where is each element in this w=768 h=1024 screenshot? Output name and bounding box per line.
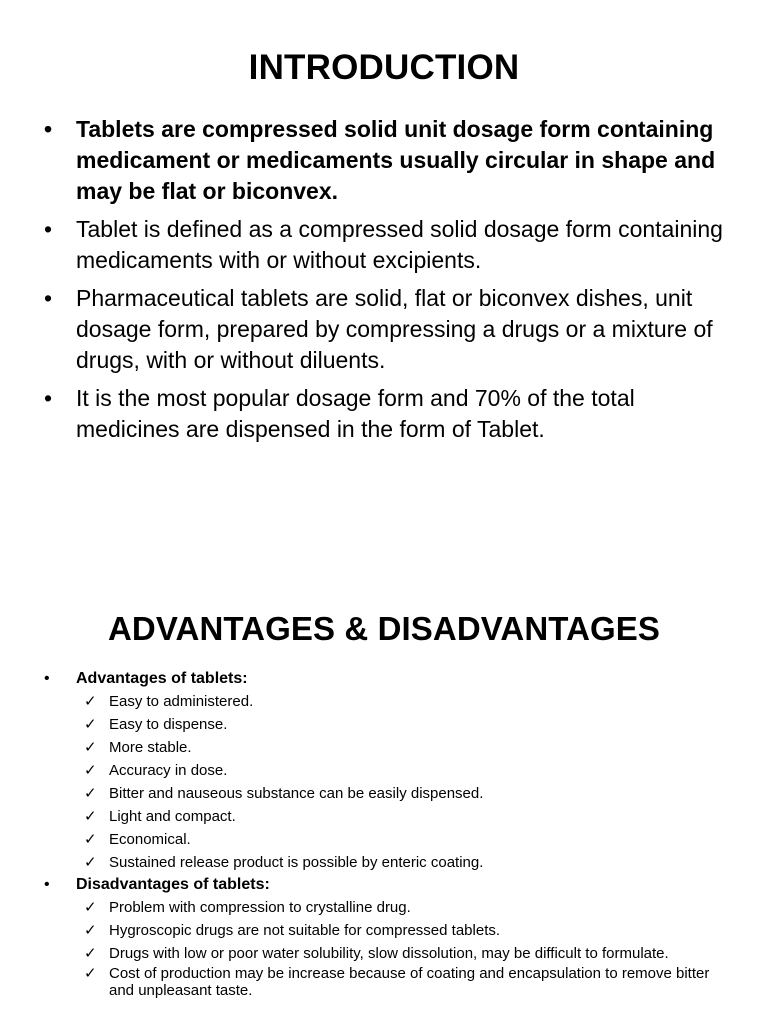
checkmark-icon: ✓ xyxy=(84,808,97,825)
checkmark-icon: ✓ xyxy=(84,739,97,756)
list-item: ✓ Bitter and nauseous substance can be easily dispensed. xyxy=(76,782,728,805)
list-item: ✓ Light and compact. xyxy=(76,805,728,828)
intro-bullet-list xyxy=(0,114,768,452)
checkmark-icon: ✓ xyxy=(84,945,97,962)
list-item: • Tablet is defined as a compressed solid dosage form containing medicaments with or without excipients. xyxy=(44,216,723,273)
checkmark-icon: ✓ xyxy=(84,899,97,916)
checkmark-icon: ✓ xyxy=(84,831,97,848)
list-item: • Tablets are compressed solid unit dosage form containing medicament or medicaments usually circular in shape and may be flat or biconvex. xyxy=(44,116,716,204)
list-item: • It is the most popular dosage form and 70% of the total medicines are dispensed in the form of Tablet. xyxy=(44,385,635,442)
bullet-icon: • xyxy=(44,285,53,311)
slide-title: INTRODUCTION xyxy=(248,48,520,87)
list-item: ✓ More stable. xyxy=(76,736,728,759)
advantages-section xyxy=(0,668,768,874)
list-item: ✓ Problem with compression to crystalline drug. xyxy=(76,896,728,919)
bullet-icon: • xyxy=(44,876,50,893)
advantages-checklist xyxy=(76,690,728,874)
disadvantages-heading: Disadvantages of tablets: xyxy=(76,876,270,893)
slide-title: ADVANTAGES & DISADVANTAGES xyxy=(107,610,660,647)
checkmark-icon: ✓ xyxy=(84,854,97,871)
advantages-disadvantages-list xyxy=(0,668,768,1002)
list-item: ✓ Accuracy in dose. xyxy=(76,759,728,782)
list-item: ✓ Easy to administered. xyxy=(76,690,728,713)
bullet-icon: • xyxy=(44,116,53,142)
checkmark-icon: ✓ xyxy=(84,716,97,733)
checkmark-icon: ✓ xyxy=(84,762,97,779)
list-item: ✓ Sustained release product is possible by enteric coating. xyxy=(76,851,728,874)
slide-advantages-disadvantages xyxy=(0,580,768,1024)
list-item: ✓ Easy to dispense. xyxy=(76,713,728,736)
list-item: ✓ Cost of production may be increase because of coating and encapsulation to remove bitter and unpleasant taste. xyxy=(84,965,710,999)
bullet-icon: • xyxy=(44,670,50,687)
list-item: ✓ Economical. xyxy=(76,828,728,851)
checkmark-icon: ✓ xyxy=(84,965,97,982)
bullet-icon: • xyxy=(44,385,53,411)
bullet-icon: • xyxy=(44,216,53,242)
checkmark-icon: ✓ xyxy=(84,922,97,939)
list-item: ✓ Drugs with low or poor water solubility, slow dissolution, may be difficult to formulate. xyxy=(84,945,669,962)
advantages-heading: Advantages of tablets: xyxy=(76,670,248,687)
disadvantages-section xyxy=(0,874,768,999)
checkmark-icon: ✓ xyxy=(84,693,97,710)
list-item: • Pharmaceutical tablets are solid, flat or biconvex dishes, unit dosage form, prepared by compressing a drugs or a mixture of drugs, with or without diluents. xyxy=(44,285,713,373)
checkmark-icon: ✓ xyxy=(84,785,97,802)
list-item: ✓ Hygroscopic drugs are not suitable for compressed tablets. xyxy=(76,919,728,942)
disadvantages-checklist xyxy=(76,896,728,999)
